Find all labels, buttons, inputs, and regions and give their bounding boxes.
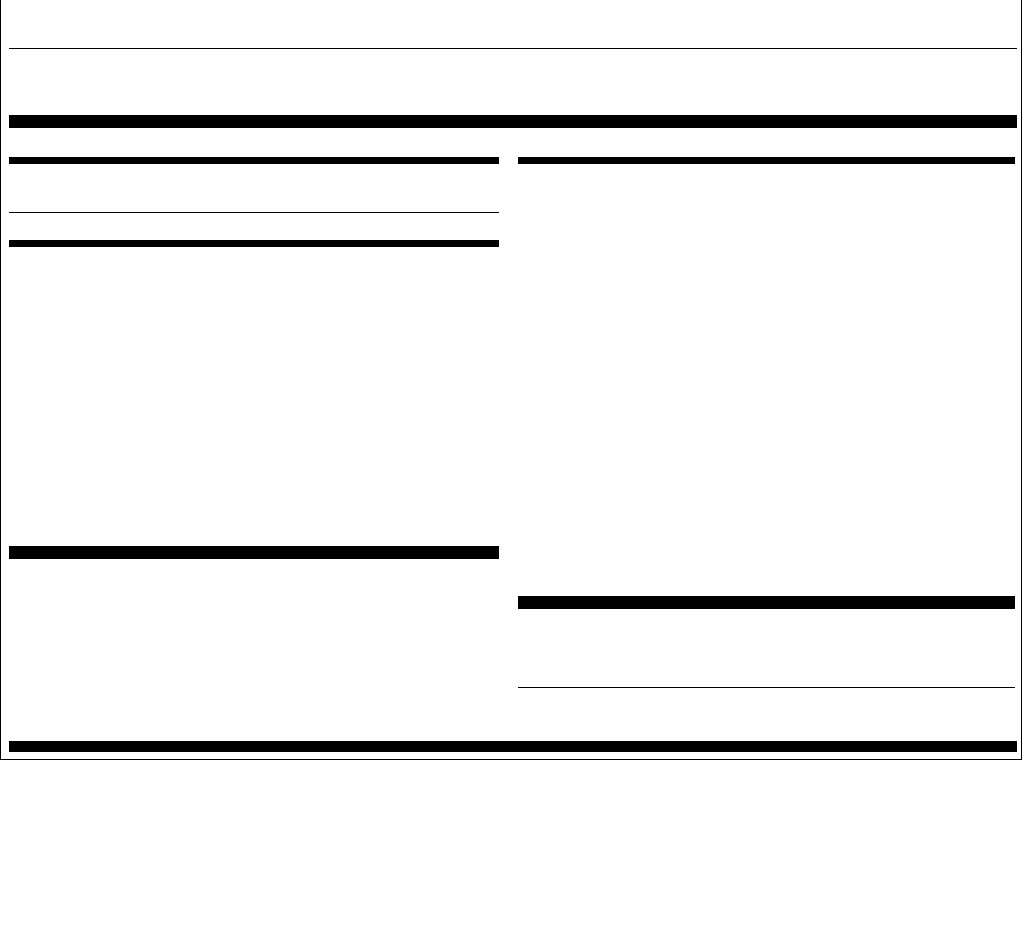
- calories-row: [9, 166, 499, 212]
- thick-rule: [518, 596, 1015, 609]
- serving-size: [11, 86, 33, 110]
- right-header: [518, 128, 1015, 156]
- divider: [518, 687, 1015, 688]
- left-header: [9, 128, 499, 156]
- divider: [9, 212, 499, 213]
- calories-per-gram-values: [574, 716, 670, 738]
- thick-rule: [9, 546, 499, 559]
- calories-sat-fat-row: [9, 214, 499, 240]
- header-rule: [518, 157, 1015, 164]
- thick-divider: [9, 115, 1017, 128]
- medium-rule: [9, 240, 499, 247]
- header-rule: [9, 157, 499, 164]
- bottom-rule: [9, 741, 1017, 752]
- title-divider: [9, 48, 1017, 49]
